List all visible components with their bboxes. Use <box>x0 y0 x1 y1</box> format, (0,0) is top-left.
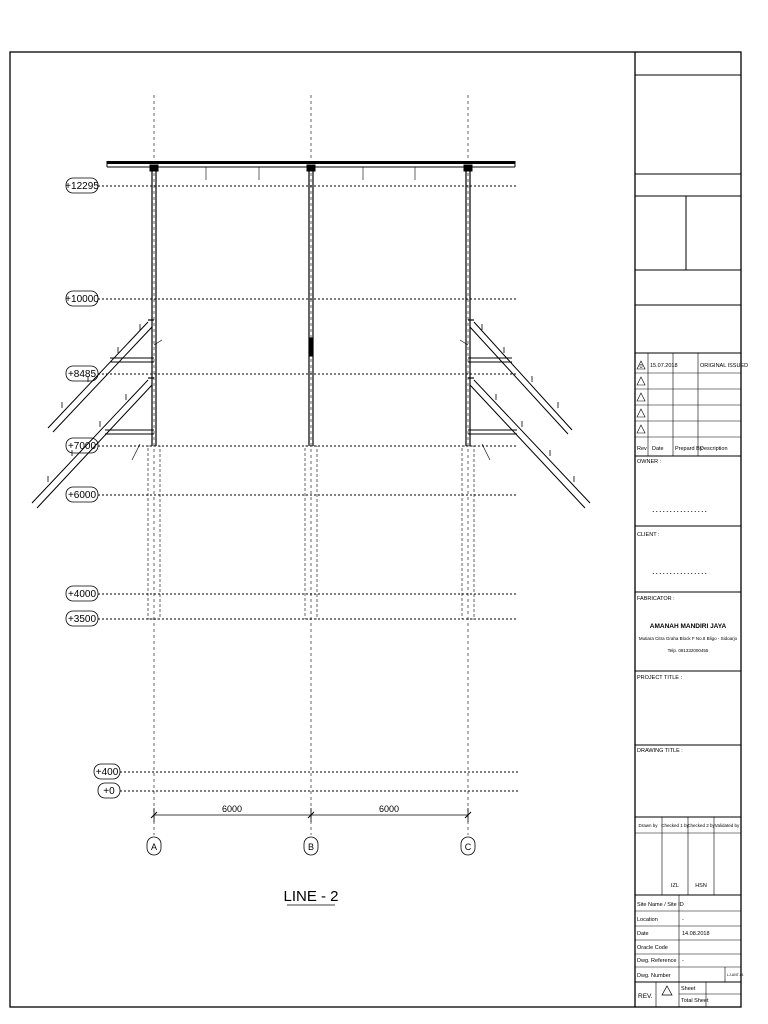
fabricator-name: AMANAH MANDIRI JAYA <box>649 623 727 630</box>
level-tag-8485 <box>66 366 98 381</box>
grid-label: A <box>150 842 158 852</box>
signoff-header-checked-2: Checked 2 by <box>687 823 715 828</box>
right-antenna-bracket-upper <box>460 320 572 434</box>
right-antenna-bracket-lower <box>468 378 590 508</box>
client-label: CLIENT : <box>637 532 660 538</box>
level-tag-6000 <box>66 487 98 502</box>
owner-label: OWNER : <box>637 459 662 465</box>
level-tag-4000 <box>66 586 98 601</box>
info-label-dwg-reference: Dwg. Reference <box>637 958 677 964</box>
sheet-label: Sheet <box>681 986 696 992</box>
grid-bubble-b <box>304 837 318 855</box>
level-tag-10000 <box>65 291 99 306</box>
dimension-label-b-c: 6000 <box>378 804 400 814</box>
client-value: ................ <box>652 566 709 576</box>
info-label-location: Location <box>637 917 658 923</box>
revision-header-date: Date <box>652 446 664 452</box>
level-tag-400 <box>94 764 120 779</box>
level-label: +10000 <box>65 294 99 305</box>
revision-triangles <box>637 361 645 433</box>
level-label: +4000 <box>67 589 97 600</box>
project-title-label: PROJECT TITLE : <box>637 675 683 681</box>
level-label: +6000 <box>67 490 97 501</box>
info-label-site: Site Name / Site ID <box>637 902 684 908</box>
revision-number: 0 <box>639 364 643 370</box>
level-tag-7000 <box>66 438 98 453</box>
title-block <box>635 75 741 1007</box>
fabricator-phone: Telp. 081332000455 <box>667 648 709 653</box>
rev-triangle-icon <box>662 986 672 995</box>
total-sheet-label: Total Sheet <box>681 998 709 1004</box>
grid-bubble-a <box>147 837 161 855</box>
level-label: +7000 <box>67 441 97 452</box>
drawing-title-label: DRAWING TITLE : <box>637 748 683 754</box>
signoff-header-drawn: Drawn by <box>638 823 658 828</box>
elevation-drawing <box>32 95 590 905</box>
grid-label: C <box>464 842 472 852</box>
rev-label: REV. <box>638 993 653 1000</box>
signoff-checked-2-value: HSN <box>695 883 707 889</box>
sheet-border <box>10 52 741 1007</box>
signoff-header-validated: Validated by <box>714 823 740 828</box>
left-antenna-bracket-upper <box>48 320 162 432</box>
revision-description: ORIGINAL ISSUED <box>700 363 749 369</box>
level-lines <box>95 186 518 791</box>
owner-value: ................ <box>652 504 709 514</box>
revision-date: 15.07.2018 <box>650 363 678 369</box>
revision-header-prepared: Prepard By <box>675 446 703 452</box>
level-label: +3500 <box>67 614 97 625</box>
dwg-number-tag: LJ-ANT-01 <box>727 973 744 977</box>
signoff-checked-1-value: IZL <box>671 883 679 889</box>
grid-bubble-c <box>461 837 475 855</box>
fabricator-address: Mutiara Citra Graha Block F No.8 Bligo - Sidoarjo <box>638 636 738 641</box>
level-label: +0 <box>103 786 115 797</box>
revision-header-description: Description <box>700 446 728 452</box>
info-value-dwg-reference: - <box>682 958 684 964</box>
info-label-date: Date <box>637 931 649 937</box>
info-label-dwg-number: Dwg. Number <box>637 973 671 979</box>
level-label: +400 <box>95 767 119 778</box>
dimension-label-a-b: 6000 <box>221 804 243 814</box>
level-tag-3500 <box>66 611 98 626</box>
grid-label: B <box>307 842 315 852</box>
level-label: +12295 <box>65 181 99 192</box>
level-tag-12295 <box>65 178 99 193</box>
info-label-oracle: Oracle Code <box>637 945 668 951</box>
info-value-date: 14.08.2018 <box>682 931 710 937</box>
level-label: +8485 <box>67 369 97 380</box>
fabricator-label: FABRICATOR : <box>637 596 675 602</box>
drawing-title: LINE - 2 <box>283 888 339 905</box>
signoff-header-checked-1: Checked 1 by <box>661 823 689 828</box>
revision-header-rev: Rev <box>637 446 647 452</box>
dimension-line <box>151 808 471 822</box>
level-tag-0 <box>98 783 120 798</box>
info-value-location: - <box>682 917 684 923</box>
